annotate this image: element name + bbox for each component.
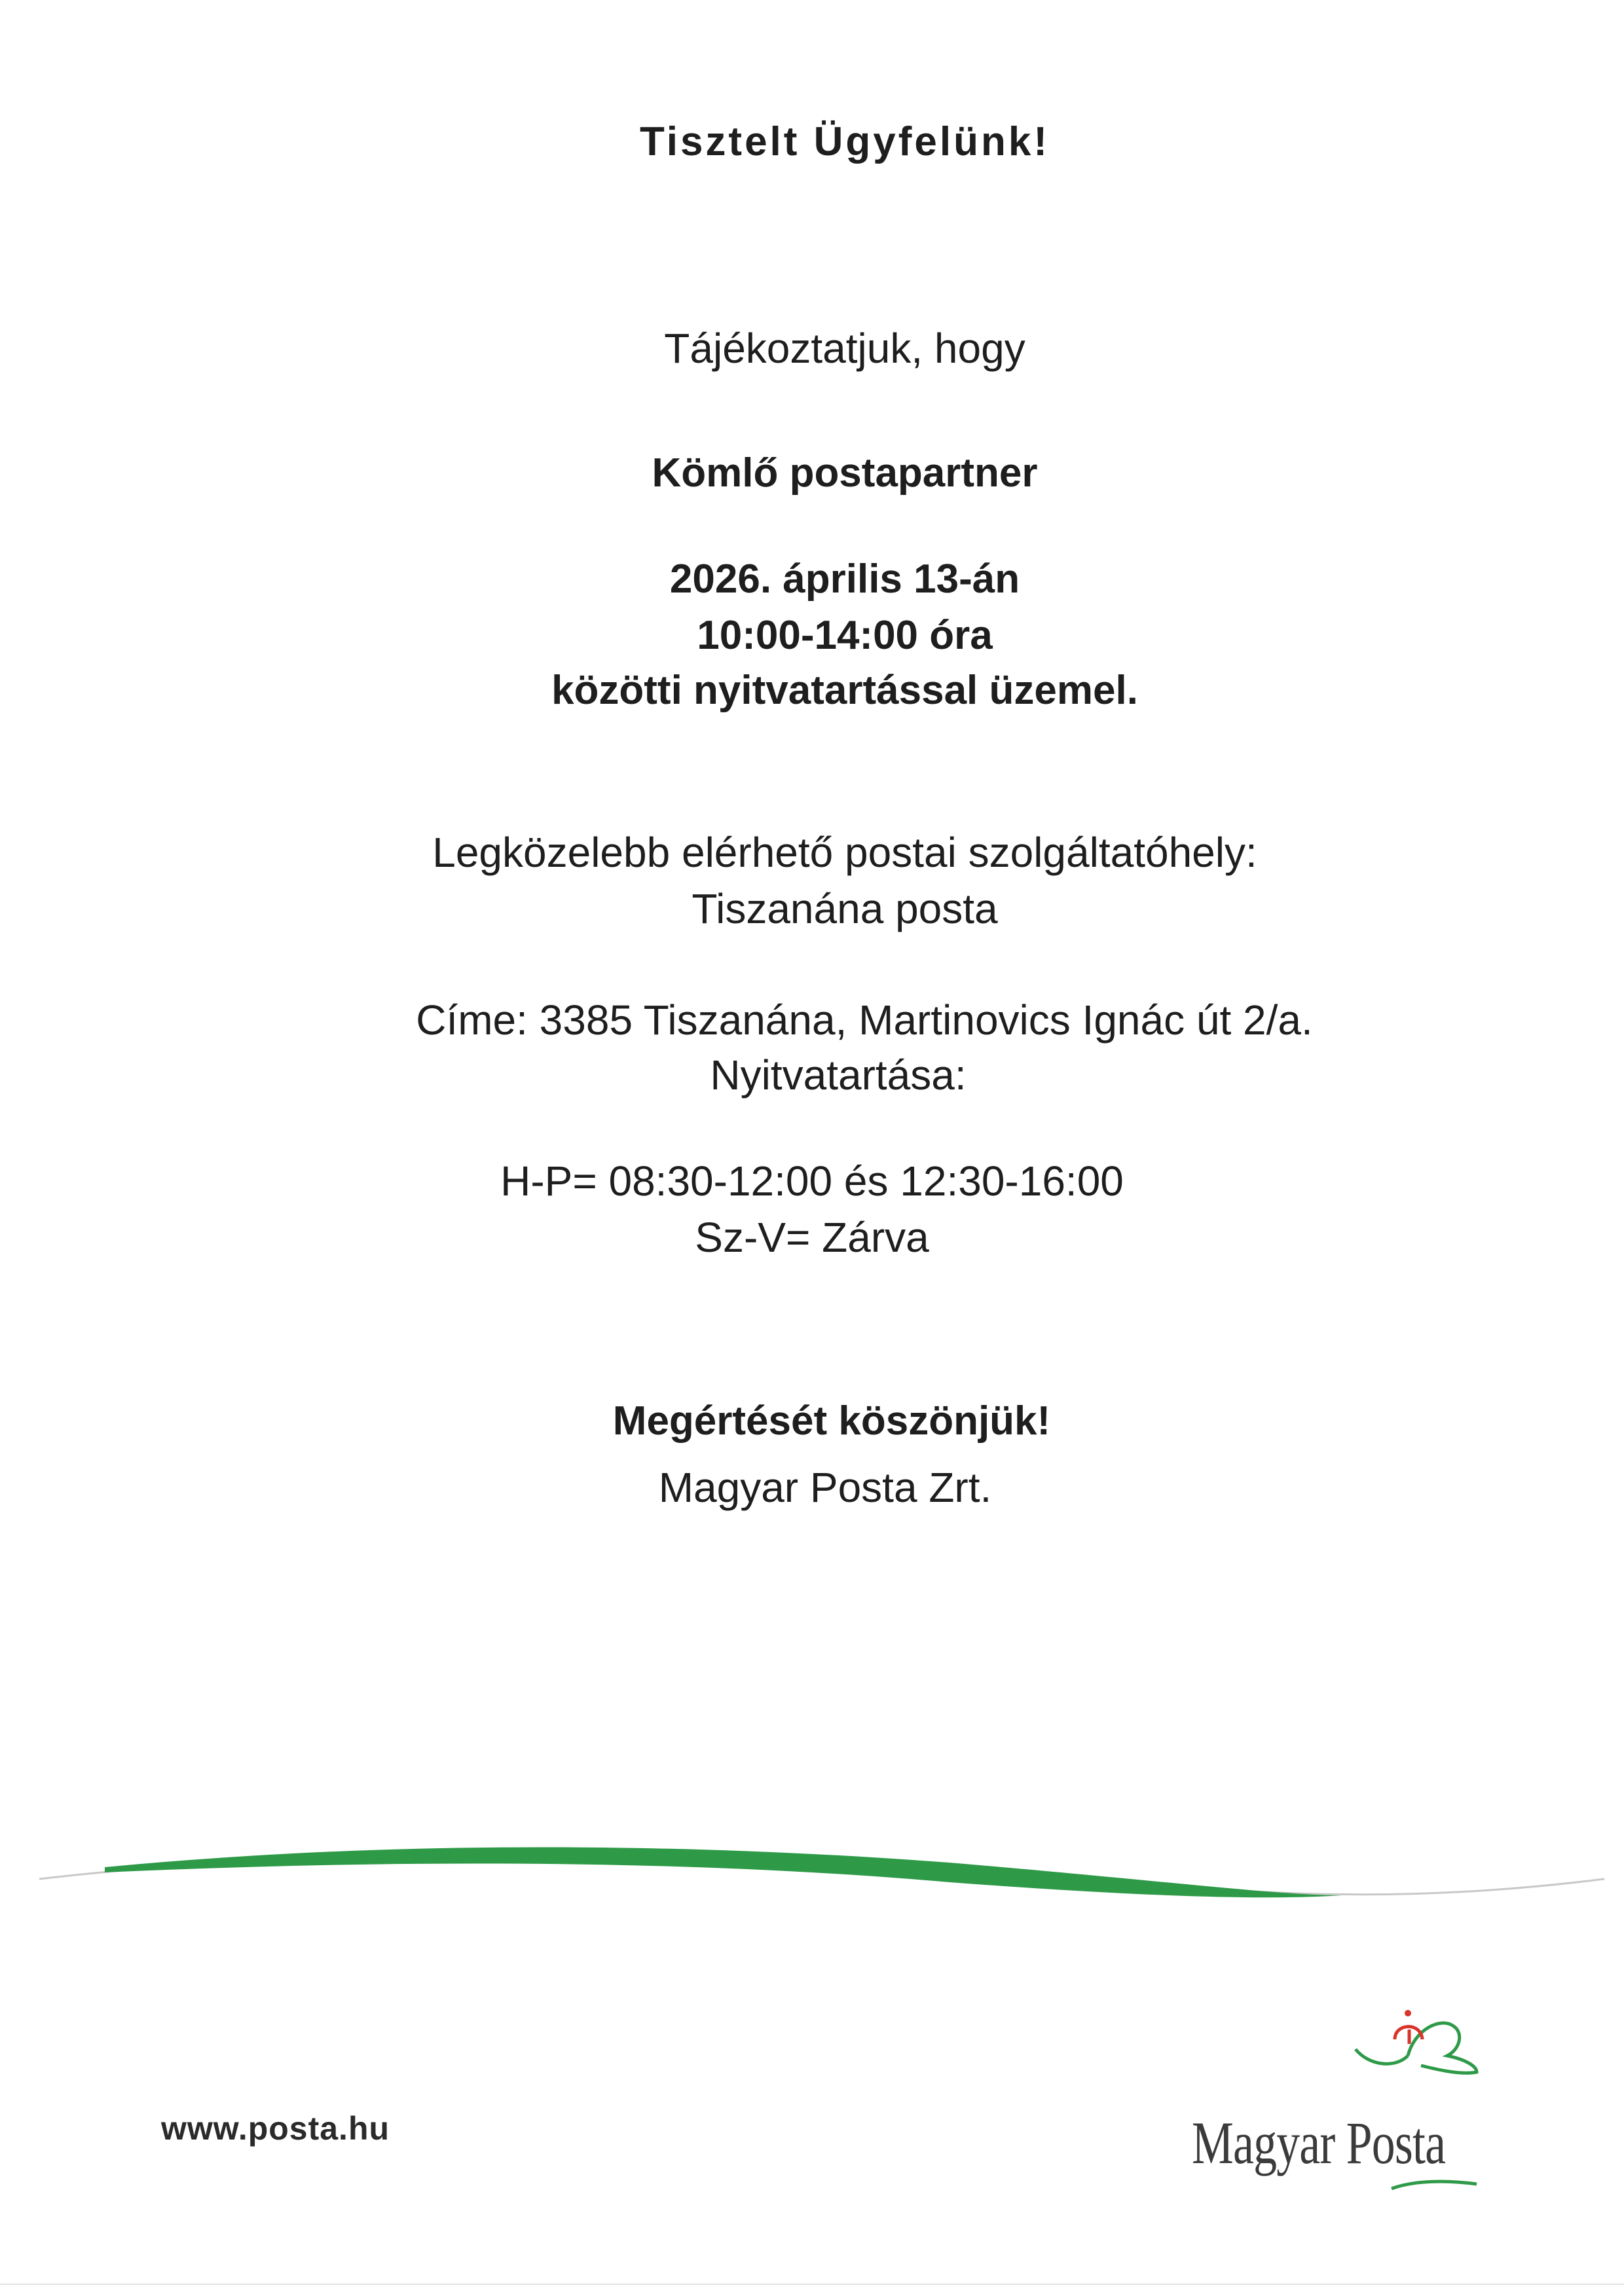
weekend-hours: Sz-V= Zárva [695, 1214, 929, 1261]
closure-hours: 10:00-14:00 óra [697, 613, 993, 658]
nearest-office-name: Tiszanána posta [692, 885, 998, 932]
website-link[interactable]: www.posta.hu [161, 2110, 390, 2147]
nearest-office-label: Legközelebb elérhető postai szolgáltatóhely: [432, 829, 1257, 876]
page-bottom-edge [0, 2284, 1624, 2285]
intro-text: Tájékoztatjuk, hogy [664, 325, 1025, 372]
posthorn-icon [1349, 2003, 1480, 2088]
opening-hours-label: Nyitvatartása: [710, 1051, 967, 1099]
company-name: Magyar Posta Zrt. [658, 1464, 992, 1511]
greeting-heading: Tisztelt Ügyfelünk! [639, 119, 1050, 164]
partner-name: Kömlő postapartner [652, 450, 1038, 496]
closure-date: 2026. április 13-án [669, 556, 1020, 602]
logo-wordmark: Magyar Posta [1192, 2109, 1446, 2176]
logo-swoosh [1388, 2179, 1480, 2192]
weekday-hours: H-P= 08:30-12:00 és 12:30-16:00 [500, 1157, 1124, 1205]
office-address: Címe: 3385 Tiszanána, Martinovics Ignác út 2/a. [416, 996, 1313, 1044]
magyar-posta-logo [1192, 2003, 1559, 2200]
green-wave-divider [0, 1820, 1624, 1951]
thanks-text: Megértését köszönjük! [612, 1398, 1051, 1444]
operation-text: közötti nyitvatartással üzemel. [551, 668, 1138, 713]
